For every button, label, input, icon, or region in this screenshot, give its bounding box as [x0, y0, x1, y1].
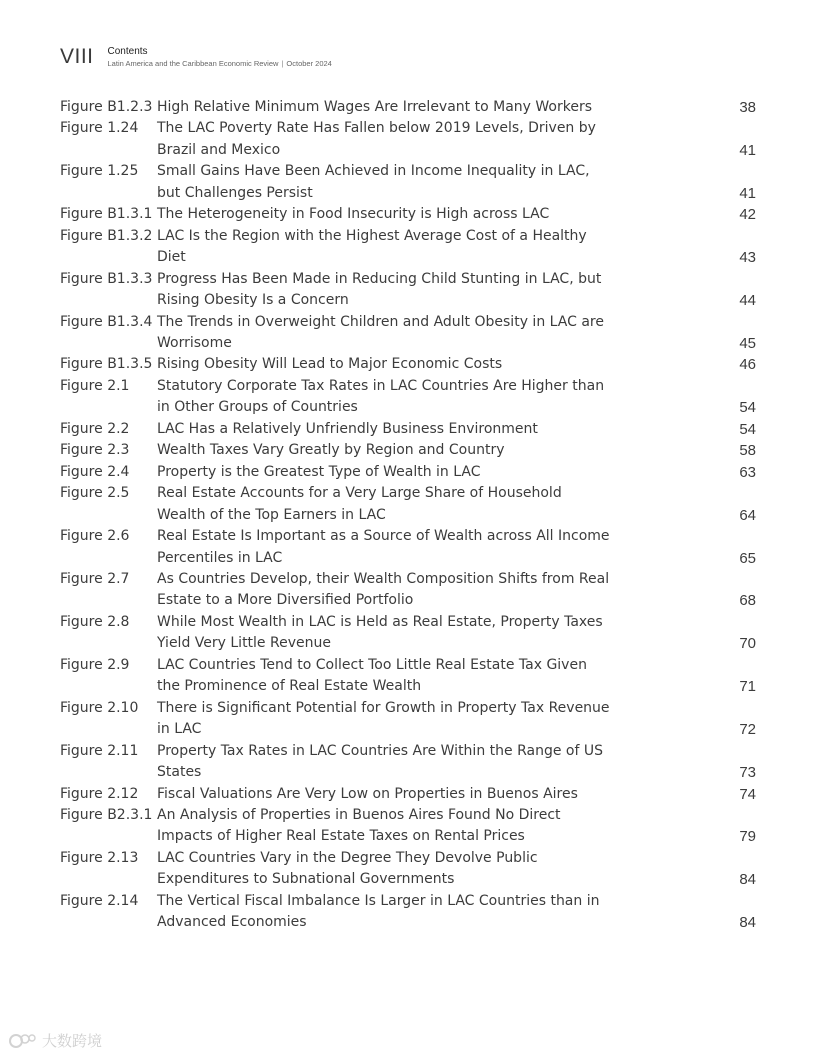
figure-page-number: 43: [739, 249, 756, 267]
toc-entry[interactable]: [60, 161, 760, 204]
header-text: [108, 46, 332, 69]
figure-label: Figure 2.5: [60, 485, 130, 502]
figure-title: Progress Has Been Made in Reducing Child Stunting in LAC, but Rising Obesity Is a Concern: [157, 270, 602, 309]
figure-label: Figure 2.8: [60, 613, 130, 630]
figure-page-number: 79: [739, 828, 756, 846]
figure-title: LAC Has a Relatively Unfriendly Business Environment: [157, 420, 538, 437]
toc-entry[interactable]: [60, 891, 760, 934]
figure-title: LAC Countries Tend to Collect Too Little Real Estate Tax Given the Prominence of Real Estate Wealth: [157, 656, 587, 695]
figure-label: Figure 2.10: [60, 699, 139, 716]
figure-page-number: 84: [739, 914, 756, 932]
figure-page-number: 46: [739, 356, 756, 374]
toc-entry[interactable]: [60, 805, 760, 848]
figure-title: While Most Wealth in LAC is Held as Real Estate, Property Taxes Yield Very Little Revenue: [157, 613, 603, 652]
figure-label: Figure B1.3.3: [60, 270, 153, 287]
toc-entry[interactable]: [60, 698, 760, 741]
toc-entry[interactable]: [60, 612, 760, 655]
figure-page-number: 65: [739, 549, 756, 567]
figure-label: Figure 2.3: [60, 442, 130, 459]
figure-title: High Relative Minimum Wages Are Irrelevant to Many Workers: [157, 99, 592, 115]
figure-title: There is Significant Potential for Growth in Property Tax Revenue in LAC: [157, 699, 610, 738]
figure-label: Figure 2.6: [60, 528, 130, 545]
list-of-figures: [60, 97, 760, 934]
watermark-text: 大数跨境: [42, 1032, 103, 1050]
figure-label: Figure 2.12: [60, 785, 139, 802]
page-header: [60, 44, 332, 70]
figure-page-number: 41: [739, 141, 756, 159]
figure-label: Figure B1.3.1: [60, 206, 153, 223]
figure-page-number: 70: [739, 635, 756, 653]
figure-title: Property Tax Rates in LAC Countries Are Within the Range of US States: [157, 742, 603, 781]
toc-entry[interactable]: [60, 269, 760, 312]
figure-label: Figure 2.4: [60, 463, 130, 480]
toc-entry[interactable]: [60, 376, 760, 419]
figure-title: Real Estate Accounts for a Very Large Share of Household Wealth of the Top Earners in LAC: [157, 485, 562, 523]
publication-date: October 2024: [286, 59, 332, 68]
figure-title: Fiscal Valuations Are Very Low on Properties in Buenos Aires: [157, 785, 578, 802]
figure-title: The Vertical Fiscal Imbalance Is Larger in LAC Countries than in Advanced Economies: [157, 892, 600, 931]
figure-page-number: 68: [739, 592, 756, 610]
toc-entry[interactable]: [60, 462, 760, 483]
figure-page-number: 72: [739, 721, 756, 739]
publication-line: [108, 58, 332, 69]
figure-label: Figure 2.14: [60, 892, 139, 909]
toc-entry[interactable]: [60, 569, 760, 612]
figure-title: Wealth Taxes Vary Greatly by Region and Country: [157, 442, 505, 459]
figure-label: Figure B1.3.2: [60, 227, 153, 244]
figure-label: Figure 2.13: [60, 849, 139, 866]
figure-page-number: 54: [739, 420, 756, 438]
figure-title: Small Gains Have Been Achieved in Income Inequality in LAC, but Challenges Persist: [157, 163, 590, 201]
figure-label: Figure 2.11: [60, 742, 139, 759]
page-number: VIII: [60, 45, 94, 68]
figure-title: As Countries Develop, their Wealth Composition Shifts from Real Estate to a More Diversified Portfolio: [157, 570, 610, 609]
toc-entry[interactable]: [60, 440, 760, 461]
figure-page-number: 73: [739, 764, 756, 782]
toc-entry[interactable]: [60, 848, 760, 891]
toc-entry[interactable]: [60, 226, 760, 269]
figure-title: The Trends in Overweight Children and Adult Obesity in LAC are Worrisome: [157, 313, 604, 351]
publication-title: Latin America and the Caribbean Economic Review: [107, 59, 279, 68]
toc-entry[interactable]: [60, 312, 760, 355]
figure-page-number: 84: [739, 871, 756, 889]
toc-entry[interactable]: [60, 483, 760, 526]
toc-entry[interactable]: [60, 97, 760, 118]
figure-label: Figure 2.2: [60, 420, 130, 437]
figure-page-number: 38: [739, 99, 756, 116]
figure-title: LAC Is the Region with the Highest Average Cost of a Healthy Diet: [157, 227, 587, 266]
figure-page-number: 58: [739, 442, 756, 460]
figure-title: Rising Obesity Will Lead to Major Economic Costs: [157, 356, 503, 373]
toc-entry[interactable]: [60, 204, 760, 225]
toc-entry[interactable]: [60, 526, 760, 569]
toc-entry[interactable]: [60, 655, 760, 698]
figure-label: Figure B1.3.4: [60, 313, 153, 330]
figure-title: The Heterogeneity in Food Insecurity is High across LAC: [157, 206, 550, 223]
figure-label: Figure B2.3.1: [60, 806, 153, 823]
figure-label: Figure 2.9: [60, 656, 130, 673]
figure-page-number: 63: [739, 463, 756, 481]
figure-title: Real Estate Is Important as a Source of Wealth across All Income Percentiles in LAC: [157, 528, 610, 566]
watermark-logo-icon: [8, 1032, 38, 1050]
publication-separator: |: [281, 59, 284, 68]
figure-label: Figure B1.2.3: [60, 99, 153, 115]
figure-page-number: 42: [739, 206, 756, 224]
figure-title: The LAC Poverty Rate Has Fallen below 2019 Levels, Driven by Brazil and Mexico: [157, 120, 596, 158]
figure-page-number: 64: [739, 506, 756, 524]
figure-page-number: 45: [739, 334, 756, 352]
figure-page-number: 41: [739, 184, 756, 202]
toc-entry[interactable]: [60, 354, 760, 375]
watermark: [8, 1030, 102, 1051]
section-title: Contents: [107, 46, 148, 57]
figure-label: Figure 2.7: [60, 570, 130, 587]
figure-label: Figure 1.25: [60, 163, 139, 180]
figure-title: An Analysis of Properties in Buenos Aires Found No Direct Impacts of Higher Real Estate Taxes on Rental Prices: [157, 806, 561, 845]
figure-page-number: 44: [739, 292, 756, 310]
toc-entry[interactable]: [60, 419, 760, 440]
figure-title: LAC Countries Vary in the Degree They Devolve Public Expenditures to Subnational Governments: [157, 849, 538, 888]
figure-label: Figure B1.3.5: [60, 356, 153, 373]
figure-page-number: 54: [739, 399, 756, 417]
toc-entry[interactable]: [60, 741, 760, 784]
figure-label: Figure 1.24: [60, 120, 139, 137]
figure-page-number: 71: [739, 678, 756, 696]
toc-entry[interactable]: [60, 784, 760, 805]
figure-label: Figure 2.1: [60, 377, 130, 394]
figure-title: Statutory Corporate Tax Rates in LAC Countries Are Higher than in Other Groups of Countries: [157, 377, 605, 416]
figure-page-number: 74: [739, 785, 756, 803]
figure-title: Property is the Greatest Type of Wealth in LAC: [157, 463, 481, 480]
toc-entry[interactable]: [60, 118, 760, 161]
